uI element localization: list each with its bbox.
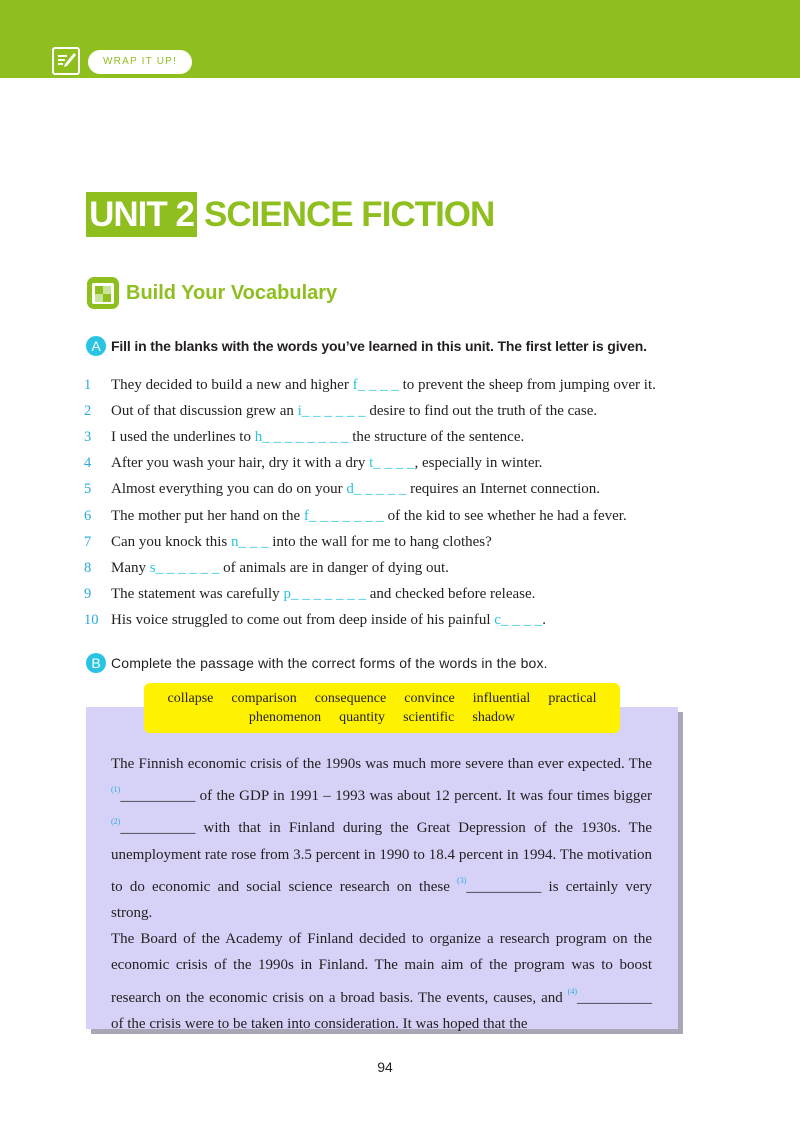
exercise-number: 5: [84, 481, 92, 498]
word-box-word: convince: [404, 691, 455, 706]
cue-blank: _ _ _ _ _ _ _: [308, 507, 384, 524]
exercise-sentence: [111, 481, 600, 498]
cue-letter: f: [352, 376, 358, 393]
passage-paragraph: [111, 751, 652, 926]
sentence-end: .: [542, 612, 546, 629]
exercise-sentence: [111, 560, 449, 577]
passage-segment: with that in Finland during the Great Depression of the 1930s. The unemployment rate rose from 3.5 percent in 1990 to 18.4 percent in 1994. The motivation to do economic and social science research on these: [111, 820, 652, 895]
exercise-sentence: [111, 534, 492, 551]
word-box-word: scientific: [403, 710, 455, 725]
cue-blank: _ _ _ _: [357, 376, 399, 393]
exercise-item: [84, 424, 724, 450]
word-box-word: phenomenon: [248, 710, 322, 725]
passage-paragraph: [111, 926, 652, 1037]
pencil-note-icon-graphic: [54, 49, 78, 73]
blank-label: (4): [567, 986, 577, 996]
exercise-item: [84, 555, 724, 581]
blank-cue[interactable]: [494, 612, 542, 628]
cue-blank: _ _ _ _ _ _: [301, 402, 366, 419]
sentence-end: , especially in winter.: [414, 455, 543, 472]
passage-segment: The Board of the Academy of Finland decided to organize a research program on the economic crisis of the 1990s in Finland. The main aim of the program was to boost research on the economic crisis on a broad basis. The events, causes, and: [111, 931, 652, 1006]
sentence-start: Out of that discussion grew an: [111, 402, 298, 419]
word-box-row: [144, 689, 620, 708]
sentence-start: I used the underlines to: [111, 428, 255, 445]
cue-blank: _ _ _ _: [373, 455, 415, 472]
blank-cue[interactable]: [346, 481, 406, 497]
exercise-item: [84, 608, 724, 634]
page-number: 94: [377, 1059, 393, 1075]
sentence-start: After you wash your hair, dry it with a dry: [111, 455, 370, 472]
passage-segment: of the crisis were to be taken into consideration. It was hoped that the: [111, 1015, 528, 1032]
blank-label: (3): [457, 875, 467, 885]
cue-blank: _ _ _ _ _: [353, 481, 407, 498]
word-box: [144, 683, 620, 733]
exercise-sentence: [111, 403, 597, 420]
exercise-item: [84, 582, 724, 608]
fill-blank[interactable]: __________: [120, 788, 196, 805]
cue-letter: i: [297, 402, 302, 419]
fill-blank[interactable]: __________: [577, 989, 652, 1006]
part-a-badge: A: [86, 336, 106, 356]
passage-text: [111, 751, 652, 1037]
sentence-start: Can you knock this: [111, 533, 231, 550]
header-bar: [0, 0, 800, 78]
exercise-number: 7: [84, 533, 92, 550]
word-box-word: shadow: [472, 710, 516, 725]
word-box-word: collapse: [167, 691, 214, 706]
sentence-end: and checked before release.: [365, 586, 536, 603]
passage-segment: of the GDP in 1991 – 1993 was about 12 percent. It was four times bigger: [195, 788, 652, 805]
part-b-instruction: Complete the passage with the correct forms of the words in the box.: [111, 655, 548, 671]
cue-blank: _ _ _: [238, 533, 269, 550]
word-box-word: practical: [548, 691, 597, 706]
word-box-word: consequence: [314, 691, 387, 706]
sentence-start: His voice struggled to come out from deep inside of his painful: [111, 612, 495, 629]
exercise-list: [84, 372, 724, 634]
section-title: Build Your Vocabulary: [126, 282, 338, 304]
blank-cue[interactable]: [369, 455, 414, 471]
blank-cue[interactable]: [283, 586, 366, 602]
blank-label: (2): [111, 817, 121, 827]
exercise-number: 3: [84, 428, 92, 445]
cue-blank: _ _ _ _ _ _ _: [290, 586, 366, 603]
word-box-word: influential: [472, 691, 531, 706]
cue-letter: h: [254, 428, 263, 445]
fill-blank[interactable]: __________: [466, 878, 542, 895]
passage-segment: is certainly very strong.: [111, 878, 652, 922]
passage-segment: The Finnish economic crisis of the 1990s was much more severe than ever expected. The: [111, 756, 652, 772]
blank-cue[interactable]: [231, 534, 269, 550]
blank-cue[interactable]: [255, 429, 349, 445]
exercise-sentence: [111, 455, 542, 472]
fill-blank[interactable]: __________: [120, 820, 196, 837]
exercise-sentence: [111, 612, 546, 629]
exercise-item: [84, 398, 724, 424]
part-b-badge: B: [86, 653, 106, 673]
cue-letter: s: [149, 559, 156, 576]
unit-title: SCIENCE FICTION: [204, 195, 495, 234]
exercise-item: [84, 503, 724, 529]
blank-label: (1): [111, 785, 121, 795]
cue-blank: _ _ _ _ _ _: [155, 559, 220, 576]
blank-cue[interactable]: [353, 377, 399, 393]
cue-blank: _ _ _ _: [500, 612, 543, 629]
cue-letter: c: [494, 612, 501, 629]
sentence-start: The mother put her hand on the: [111, 507, 304, 524]
part-a-instruction: Fill in the blanks with the words you’ve learned in this unit. The first letter is given.: [111, 338, 647, 354]
exercise-number: 10: [84, 612, 99, 629]
sentence-end: the structure of the sentence.: [348, 428, 525, 445]
exercise-sentence: [111, 429, 524, 446]
exercise-item: [84, 529, 724, 555]
exercise-item: [84, 451, 724, 477]
blank-cue[interactable]: [304, 508, 384, 524]
exercise-sentence: [111, 508, 627, 525]
abc-blocks-icon: [86, 276, 120, 310]
word-box-row: [144, 708, 620, 727]
sentence-start: The statement was carefully: [111, 586, 284, 603]
wrap-it-up-tag: WRAP IT UP!: [88, 50, 192, 74]
exercise-number: 1: [84, 376, 92, 393]
sentence-end: desire to find out the truth of the case.: [365, 402, 598, 419]
exercise-sentence: [111, 377, 656, 394]
exercise-number: 6: [84, 507, 92, 524]
cue-letter: n: [231, 533, 239, 550]
cue-letter: d: [346, 481, 354, 498]
blank-cue[interactable]: [298, 403, 366, 419]
sentence-start: Many: [111, 559, 150, 576]
exercise-item: [84, 372, 724, 398]
sentence-end: of animals are in danger of dying out.: [219, 559, 449, 576]
pencil-note-icon: [52, 47, 80, 75]
exercise-number: 2: [84, 402, 92, 419]
exercise-sentence: [111, 586, 535, 603]
exercise-number: 8: [84, 559, 92, 576]
unit-label: UNIT 2: [86, 192, 197, 237]
word-box-word: comparison: [231, 691, 297, 706]
blank-cue[interactable]: [150, 560, 220, 576]
sentence-end: requires an Internet connection.: [406, 481, 601, 498]
cue-letter: f: [303, 507, 309, 524]
word-box-word: quantity: [339, 710, 386, 725]
cue-letter: t: [369, 455, 374, 472]
sentence-start: Almost everything you can do on your: [111, 481, 347, 498]
exercise-number: 4: [84, 455, 92, 472]
exercise-item: [84, 477, 724, 503]
sentence-end: of the kid to see whether he had a fever.: [383, 507, 627, 524]
cue-blank: _ _ _ _ _ _ _ _: [262, 428, 349, 445]
exercise-number: 9: [84, 586, 92, 603]
sentence-end: into the wall for me to hang clothes?: [268, 533, 492, 550]
sentence-end: to prevent the sheep from jumping over it.: [398, 376, 656, 393]
sentence-start: They decided to build a new and higher: [111, 376, 353, 393]
cue-letter: p: [283, 586, 291, 603]
